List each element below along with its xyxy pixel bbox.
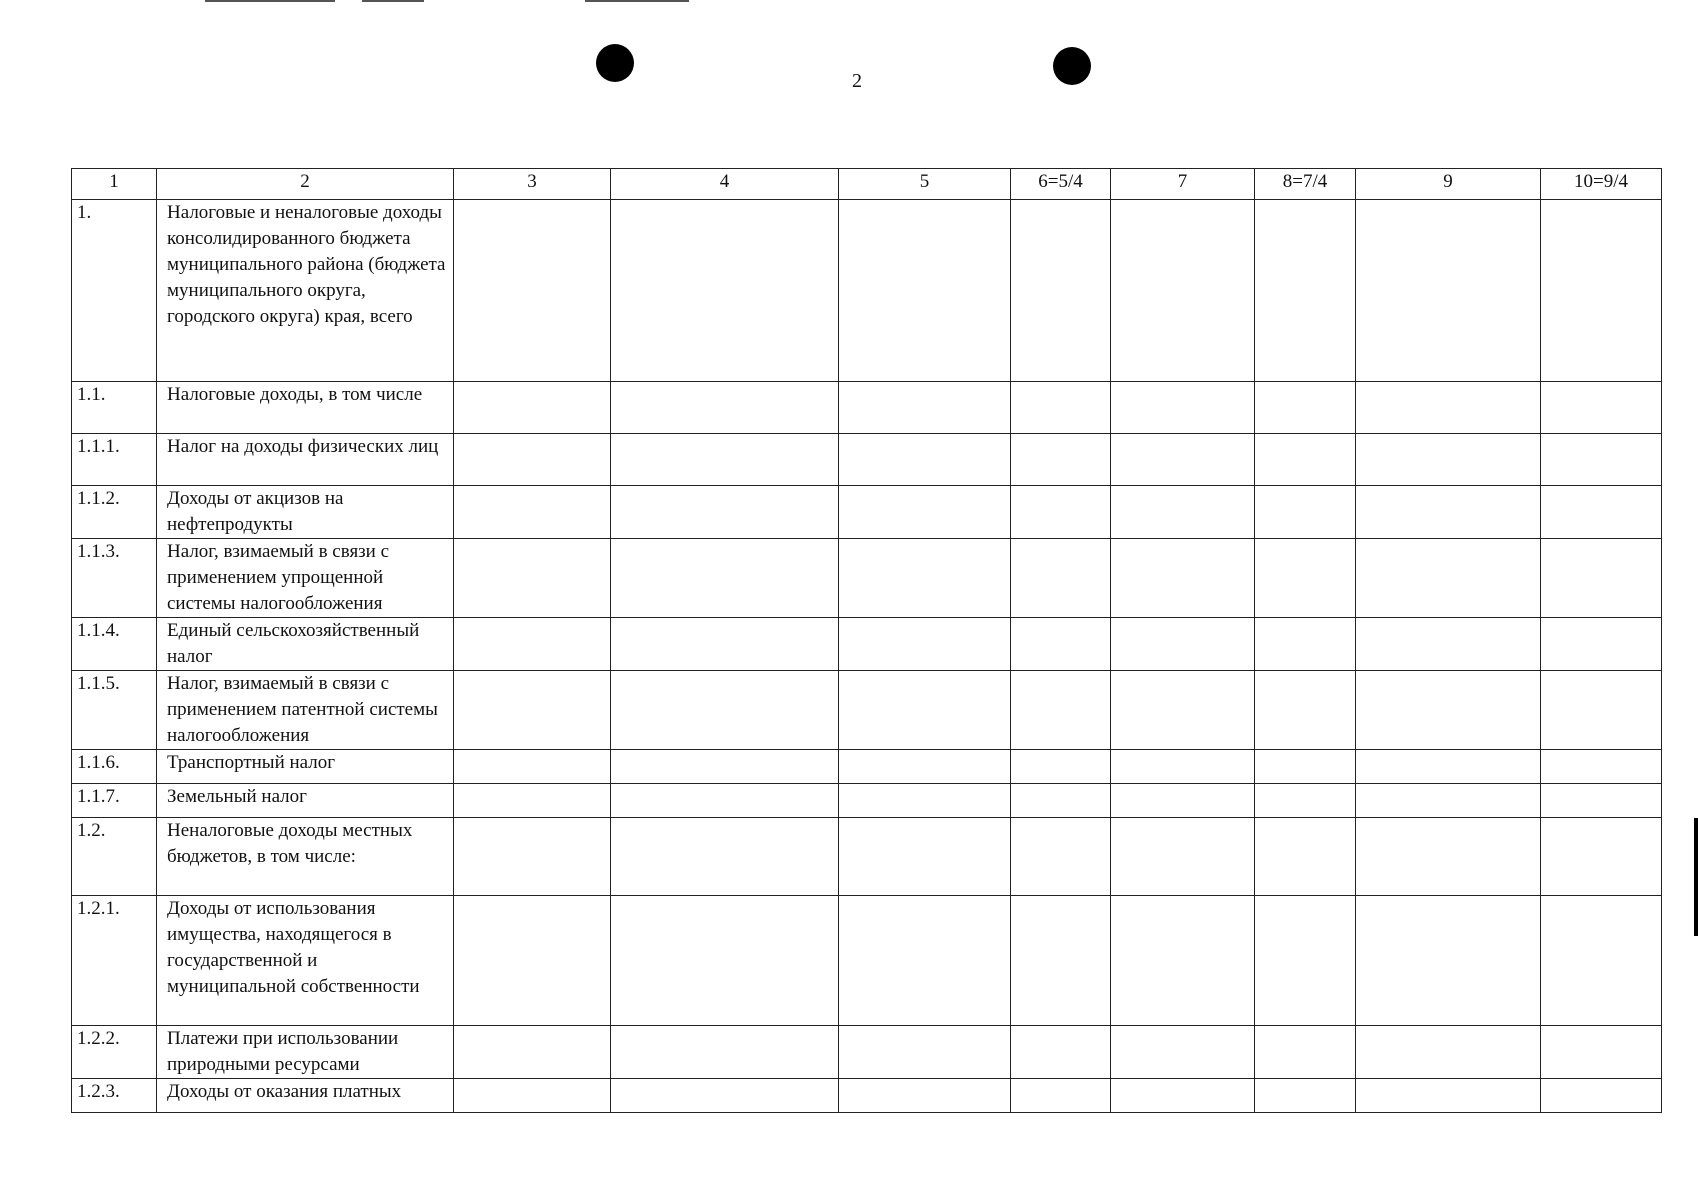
row-code: 1.2.1. [72,896,157,1026]
table-row [72,1026,1662,1079]
column-number-row [72,169,1662,200]
value-cell [1356,784,1541,818]
value-cell [611,1026,839,1079]
value-cell [1356,618,1541,671]
row-name: Налоговые и неналоговые доходы консолидированного бюджета муниципального района (бюджета муниципального округа, городского округа) края, всего [157,200,454,382]
row-name: Доходы от акцизов на нефтепродукты [157,486,454,539]
value-cell [1111,1079,1255,1113]
value-cell [1255,896,1356,1026]
row-code: 1.2.3. [72,1079,157,1113]
value-cell [1541,784,1662,818]
table-row [72,1079,1662,1113]
value-cell [454,671,611,750]
value-cell [1011,896,1111,1026]
value-cell [1111,200,1255,382]
value-cell [1541,539,1662,618]
value-cell [1011,1079,1111,1113]
value-cell [454,1026,611,1079]
value-cell [1541,200,1662,382]
value-cell [1011,486,1111,539]
value-cell [1255,1026,1356,1079]
row-code: 1. [72,200,157,382]
value-cell [454,382,611,434]
value-cell [1111,750,1255,784]
column-header: 4 [611,169,839,200]
value-cell [1356,434,1541,486]
value-cell [1541,382,1662,434]
value-cell [1356,200,1541,382]
value-cell [454,200,611,382]
value-cell [611,750,839,784]
table-row [72,671,1662,750]
value-cell [1541,671,1662,750]
value-cell [1111,671,1255,750]
column-header: 1 [72,169,157,200]
top-scan-line [205,0,335,2]
row-code: 1.1.3. [72,539,157,618]
value-cell [1011,200,1111,382]
value-cell [454,1079,611,1113]
value-cell [1111,896,1255,1026]
value-cell [839,750,1011,784]
table-row [72,818,1662,896]
top-scan-line [362,0,424,2]
value-cell [1255,200,1356,382]
value-cell [839,539,1011,618]
column-header: 3 [454,169,611,200]
value-cell [611,618,839,671]
value-cell [1111,818,1255,896]
column-header: 8=7/4 [1255,169,1356,200]
value-cell [839,1079,1011,1113]
table-row [72,539,1662,618]
value-cell [1356,750,1541,784]
value-cell [1111,1026,1255,1079]
value-cell [1111,784,1255,818]
value-cell [1356,1079,1541,1113]
row-name: Доходы от использования имущества, находящегося в государственной и муниципальной собственности [157,896,454,1026]
value-cell [1011,618,1111,671]
value-cell [611,818,839,896]
table-row [72,896,1662,1026]
value-cell [839,434,1011,486]
value-cell [1111,382,1255,434]
value-cell [1541,486,1662,539]
value-cell [1356,1026,1541,1079]
value-cell [454,818,611,896]
value-cell [1255,539,1356,618]
row-code: 1.2.2. [72,1026,157,1079]
value-cell [611,486,839,539]
column-header: 6=5/4 [1011,169,1111,200]
value-cell [839,618,1011,671]
value-cell [1011,784,1111,818]
row-code: 1.1.6. [72,750,157,784]
value-cell [1356,539,1541,618]
value-cell [1011,539,1111,618]
value-cell [839,382,1011,434]
page-number: 2 [852,70,862,92]
value-cell [839,818,1011,896]
value-cell [454,784,611,818]
row-code: 1.1.4. [72,618,157,671]
column-header: 5 [839,169,1011,200]
value-cell [454,539,611,618]
row-code: 1.1. [72,382,157,434]
value-cell [1356,486,1541,539]
row-name: Доходы от оказания платных [157,1079,454,1113]
value-cell [1011,382,1111,434]
row-name: Земельный налог [157,784,454,818]
value-cell [454,434,611,486]
value-cell [454,750,611,784]
value-cell [1255,382,1356,434]
value-cell [839,784,1011,818]
value-cell [1541,896,1662,1026]
value-cell [1011,434,1111,486]
punch-hole-right [1053,47,1091,85]
table-row [72,750,1662,784]
value-cell [1255,618,1356,671]
table-row [72,382,1662,434]
value-cell [1356,818,1541,896]
revenue-table [71,168,1662,1113]
table-row [72,434,1662,486]
value-cell [454,896,611,1026]
value-cell [839,896,1011,1026]
value-cell [1111,486,1255,539]
row-code: 1.1.1. [72,434,157,486]
value-cell [1356,382,1541,434]
row-name: Налоговые доходы, в том числе [157,382,454,434]
value-cell [611,434,839,486]
value-cell [1255,818,1356,896]
value-cell [839,200,1011,382]
value-cell [611,671,839,750]
scan-edge-mark [1694,818,1698,936]
value-cell [1255,434,1356,486]
value-cell [611,1079,839,1113]
row-name: Транспортный налог [157,750,454,784]
row-name: Налог, взимаемый в связи с применением упрощенной системы налогообложения [157,539,454,618]
value-cell [454,618,611,671]
column-header: 10=9/4 [1541,169,1662,200]
value-cell [1541,1026,1662,1079]
value-cell [454,486,611,539]
row-code: 1.1.7. [72,784,157,818]
value-cell [1541,618,1662,671]
table-row [72,784,1662,818]
value-cell [1255,671,1356,750]
table-row [72,486,1662,539]
value-cell [1541,434,1662,486]
punch-hole-left [596,44,634,82]
table-row [72,618,1662,671]
value-cell [1255,486,1356,539]
value-cell [839,1026,1011,1079]
column-header: 2 [157,169,454,200]
value-cell [611,896,839,1026]
top-scan-line [585,0,689,2]
column-header: 7 [1111,169,1255,200]
value-cell [1541,818,1662,896]
value-cell [1111,434,1255,486]
value-cell [1255,784,1356,818]
value-cell [1011,818,1111,896]
value-cell [1541,1079,1662,1113]
column-header: 9 [1356,169,1541,200]
row-name: Неналоговые доходы местных бюджетов, в том числе: [157,818,454,896]
row-code: 1.1.2. [72,486,157,539]
value-cell [839,671,1011,750]
value-cell [1011,671,1111,750]
row-name: Платежи при использовании природными ресурсами [157,1026,454,1079]
value-cell [1111,539,1255,618]
table-body [72,200,1662,1113]
value-cell [1255,750,1356,784]
row-code: 1.2. [72,818,157,896]
value-cell [611,784,839,818]
value-cell [839,486,1011,539]
value-cell [1111,618,1255,671]
row-name: Налог, взимаемый в связи с применением патентной системы налогообложения [157,671,454,750]
row-code: 1.1.5. [72,671,157,750]
table-row [72,200,1662,382]
value-cell [1541,750,1662,784]
value-cell [1011,1026,1111,1079]
value-cell [611,539,839,618]
value-cell [1255,1079,1356,1113]
value-cell [611,382,839,434]
value-cell [1356,671,1541,750]
row-name: Налог на доходы физических лиц [157,434,454,486]
value-cell [1011,750,1111,784]
value-cell [1356,896,1541,1026]
row-name: Единый сельскохозяйственный налог [157,618,454,671]
value-cell [611,200,839,382]
